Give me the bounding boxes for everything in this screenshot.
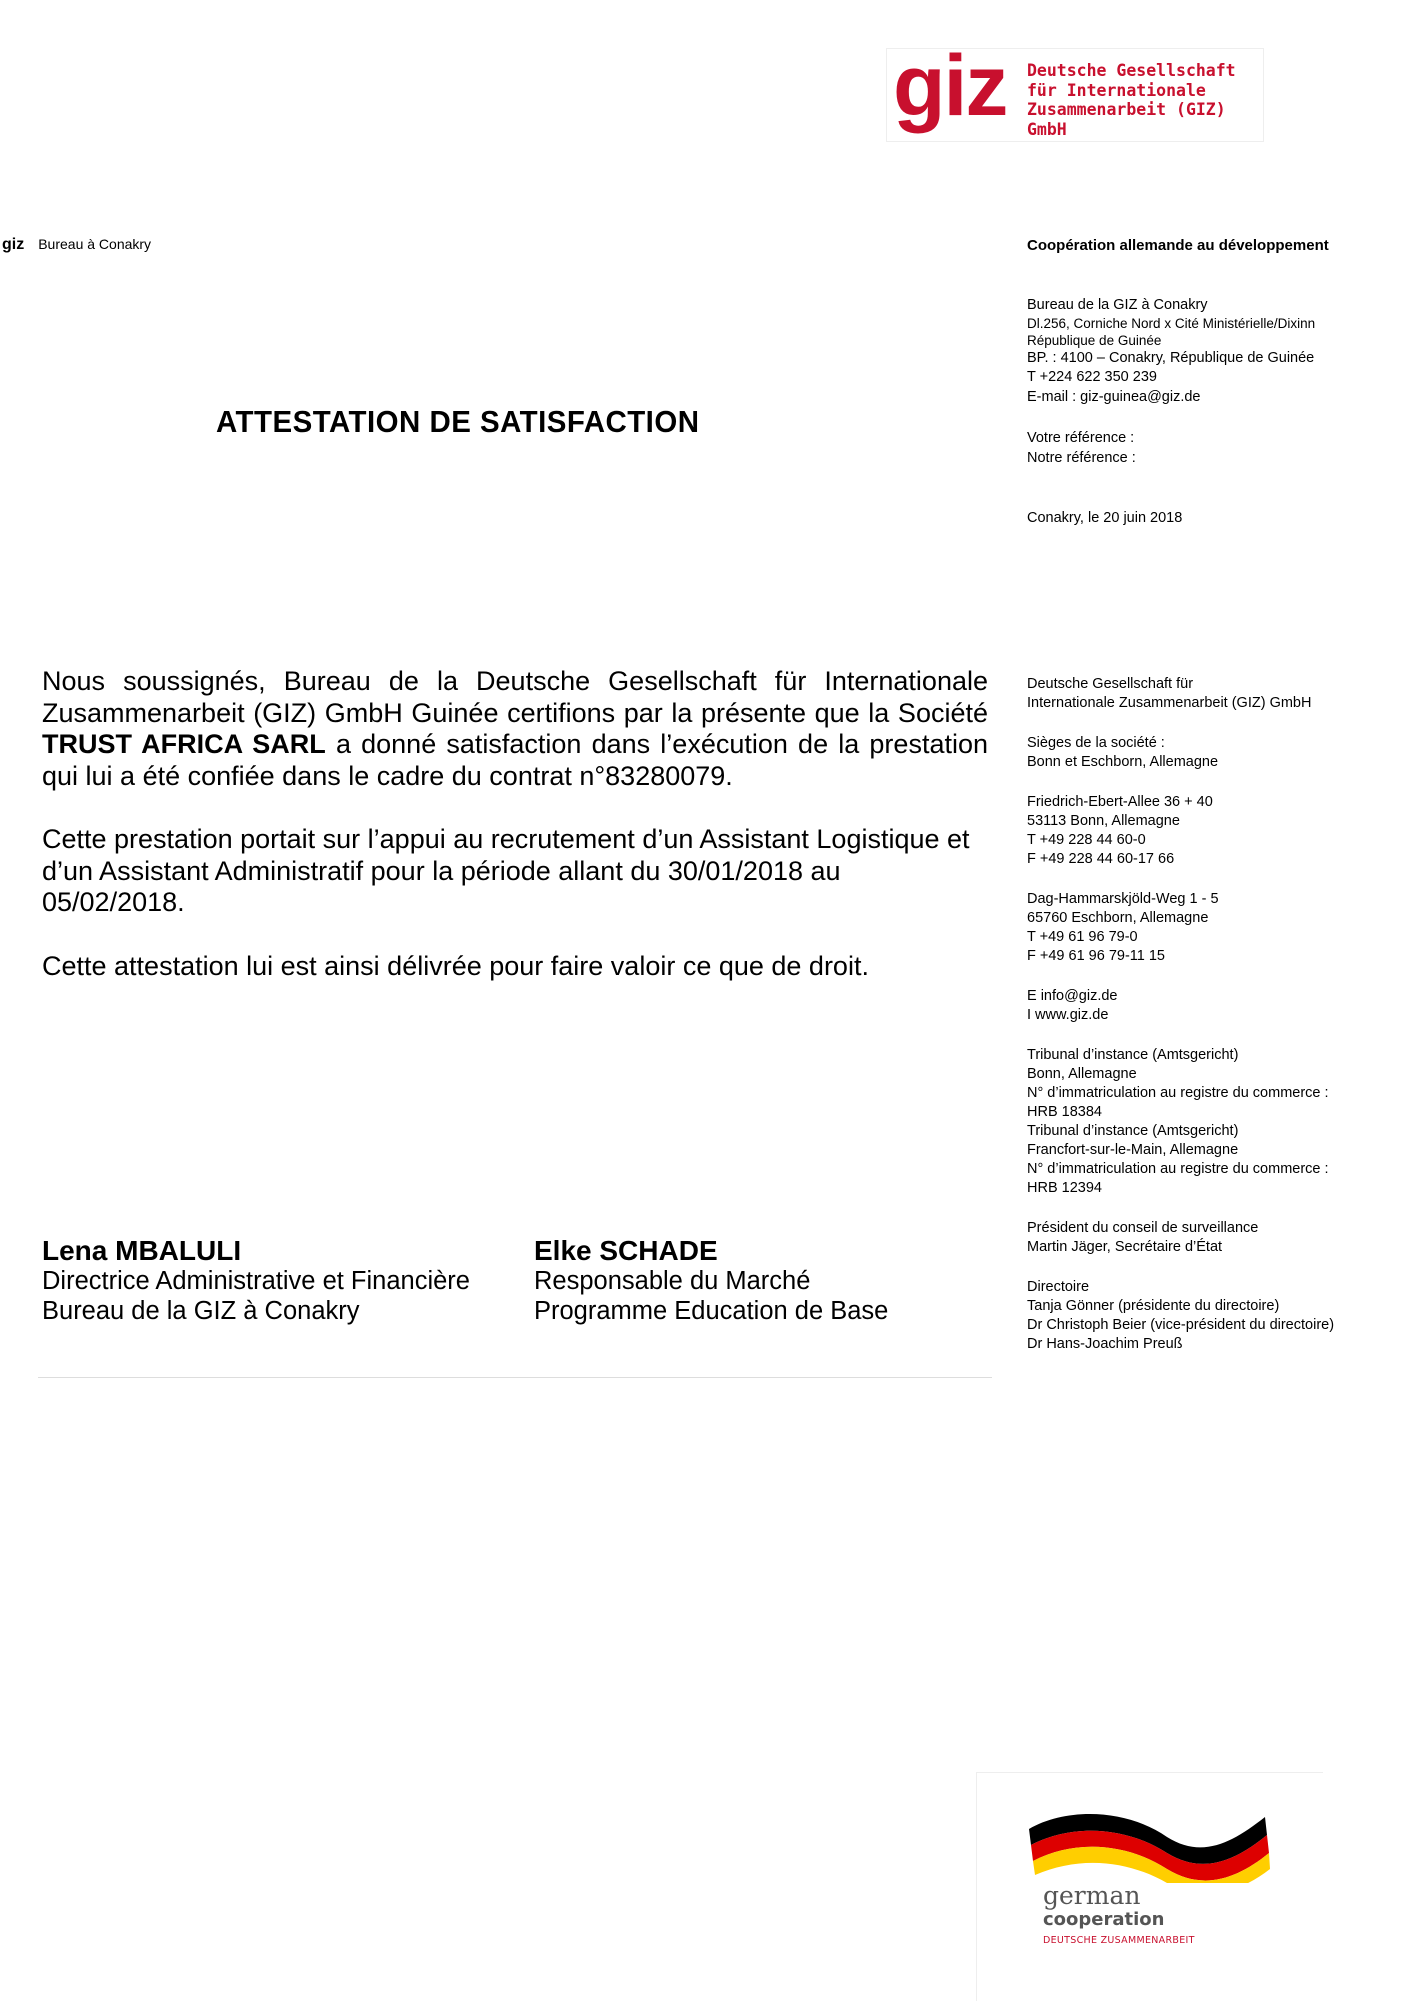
german-flag-wave-icon [977, 1773, 1323, 1883]
logo-text-cooperation: cooperation [1043, 1909, 1165, 1930]
paragraph-2: Cette prestation portait sur l’appui au recrutement d’un Assistant Logistique et d’un Assistant Administratif pour la période allant du 30/01/2018 au 05/02/2018. [42, 824, 970, 917]
attestation-body [42, 666, 988, 1014]
header-cooperation-title: Coopération allemande au développement [1027, 237, 1329, 254]
registry-block: Tribunal d’instance (Amtsgericht) Bonn, Allemagne N° d’immatriculation au registre du commerce : HRB 18384 Tribunal d’instance (Amtsgericht) Francfort-sur-le-Main, Allemagne N° d’immatriculation au registre du commerce : HRB 12394 [1027, 1047, 1329, 1196]
signatory-unit: Bureau de la GIZ à Conakry [42, 1297, 360, 1325]
giz-logo-mark: giz [893, 38, 1007, 134]
company-name: TRUST AFRICA SARL [42, 729, 326, 759]
divider [38, 1377, 992, 1378]
giz-logo [886, 38, 1264, 142]
paragraph-3: Cette attestation lui est ainsi délivrée pour faire valoir ce que de droit. [42, 950, 869, 981]
signatory-name: Lena MBALULI [42, 1235, 242, 1266]
header-office [2, 236, 151, 254]
eschborn-address: Dag-Hammarskjöld-Weg 1 - 5 65760 Eschborn, Allemagne T +49 61 96 79-0 F +49 61 96 79-11 15 [1027, 891, 1219, 964]
signatory-role: Directrice Administrative et Financière [42, 1267, 470, 1295]
references: Votre référence : Notre référence : [1027, 430, 1136, 466]
document-title: ATTESTATION DE SATISFACTION [216, 404, 700, 439]
bonn-address: Friedrich-Ebert-Allee 36 + 40 53113 Bonn, Allemagne T +49 228 44 60-0 F +49 228 44 60-17 66 [1027, 794, 1213, 867]
signatory-unit: Programme Education de Base [534, 1297, 889, 1325]
document-date: Conakry, le 20 juin 2018 [1027, 510, 1183, 526]
signatory-role: Responsable du Marché [534, 1267, 811, 1295]
logo-text-german: german [1043, 1881, 1141, 1910]
directorate-block: Directoire Tanja Gönner (présidente du directoire) Dr Christoph Beier (vice-président du directoire) Dr Hans-Joachim Preuß [1027, 1279, 1335, 1352]
company-name-block: Deutsche Gesellschaft für Internationale Zusammenarbeit (GIZ) GmbH [1027, 676, 1312, 711]
signature-block [42, 1236, 470, 1326]
signatory-name: Elke SCHADE [534, 1235, 718, 1266]
company-info-sidebar [1027, 675, 1407, 1375]
web-contacts: E info@giz.de I www.giz.de [1027, 988, 1118, 1023]
seats-block: Sièges de la société : Bonn et Eschborn, Allemagne [1027, 735, 1219, 770]
logo-text-zusammenarbeit: DEUTSCHE ZUSAMMENARBEIT [1043, 1935, 1195, 1946]
office-address: Bureau de la GIZ à Conakry Dl.256, Corniche Nord x Cité Ministérielle/Dixinn République de Guinée BP. : 4100 – Conakry, République de Guinée T +224 622 350 239 E-mail : giz-guinea@giz.de [1027, 297, 1316, 405]
giz-logo-tagline: Deutsche Gesellschaft für Internationale Zusammenarbeit (GIZ) GmbH [1027, 61, 1236, 139]
giz-small-mark: giz [2, 236, 25, 253]
paragraph-1: Nous soussignés, Bureau de la Deutsche Gesellschaft für Internationale Zusammenarbeit (GIZ) GmbH Guinée certifions par la présente que la Société TRUST AFRICA SARL a donné satisfaction dans l’exécution de la prestation qui lui a été confiée dans le cadre du contrat n°83280079. [42, 666, 988, 791]
german-cooperation-logo [976, 1772, 1323, 2001]
office-label: Bureau à Conakry [38, 236, 152, 252]
board-block: Président du conseil de surveillance Martin Jäger, Secrétaire d’État [1027, 1220, 1259, 1255]
signature-block [534, 1236, 888, 1326]
